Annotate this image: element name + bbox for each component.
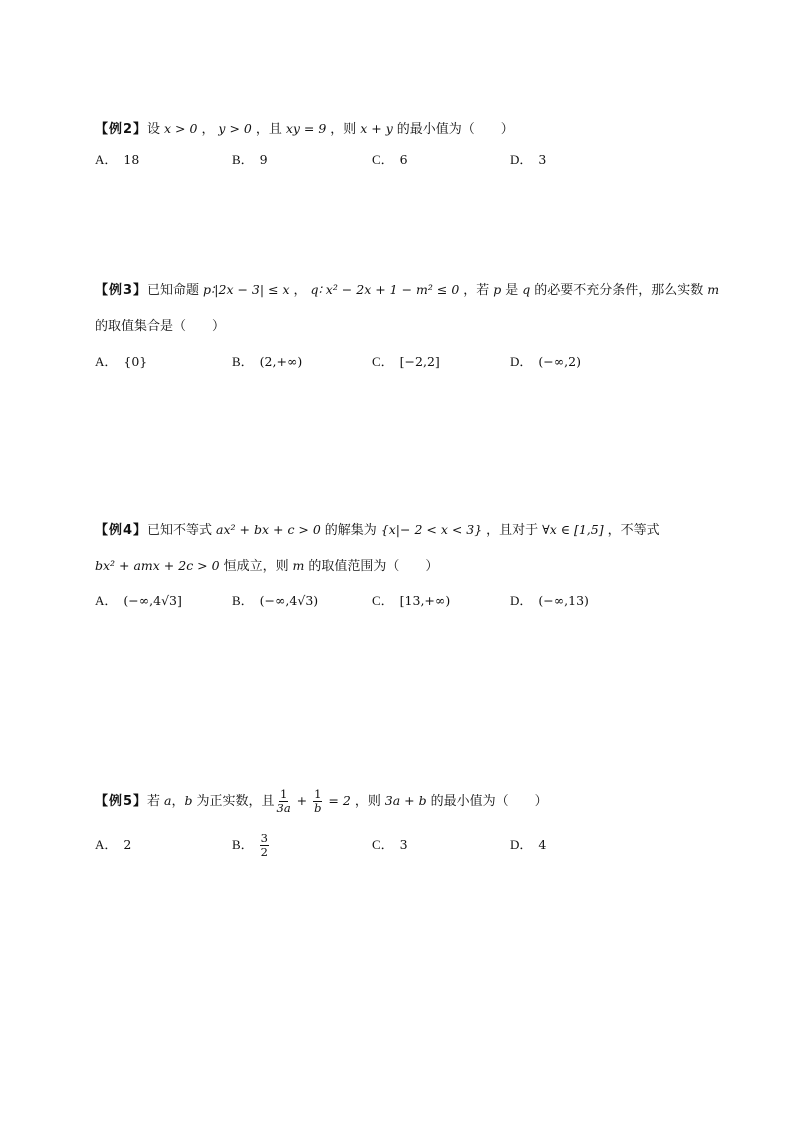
- math-expression: ∀x ∈ [1,5]: [538, 522, 608, 537]
- text-segment: ，且对于: [486, 523, 539, 538]
- math-expression: a: [160, 793, 172, 808]
- math-expression: m: [703, 282, 720, 297]
- option-c[interactable]: C． [13,+∞): [372, 593, 451, 608]
- text-segment: ，不等式: [607, 523, 660, 538]
- text-segment: 的必要不充分条件，那么实数: [534, 283, 704, 298]
- answer-options: [95, 148, 695, 172]
- math-expression: {x|− 2 < x < 3}: [376, 522, 487, 537]
- math-expression: ax² + bx + c > 0: [212, 522, 325, 537]
- math-expression: y > 0: [214, 121, 256, 136]
- text-segment: ，: [293, 283, 307, 298]
- fraction: $\frac{1}{b}$: [314, 787, 322, 815]
- example-tag: 【例5】: [95, 794, 148, 809]
- math-expression: x > 0: [160, 121, 202, 136]
- text-segment: 已知命题: [147, 283, 200, 298]
- option-b[interactable]: B． 9: [232, 152, 268, 167]
- math-expression: q∶ x² − 2x + 1 − m² ≤ 0: [306, 282, 464, 297]
- text-segment: 是: [505, 283, 519, 298]
- option-c[interactable]: C． 3: [372, 837, 408, 852]
- text-segment: ，且: [255, 122, 282, 137]
- example-tag: 【例2】: [95, 122, 148, 137]
- option-d[interactable]: D． 4: [510, 837, 547, 852]
- option-b[interactable]: B． $\frac{3}{2}$: [232, 831, 268, 859]
- question-text: [95, 279, 719, 301]
- option-d[interactable]: D． (−∞,2): [510, 354, 581, 369]
- answer-options: [95, 589, 695, 613]
- text-segment: 为正实数，且: [196, 794, 275, 809]
- text-segment: 的最小值为（ ）: [430, 794, 548, 809]
- option-a[interactable]: A． 18: [95, 152, 140, 167]
- text-segment: ，: [201, 122, 215, 137]
- math-expression: p: [489, 282, 506, 297]
- option-a[interactable]: A． 2: [95, 837, 132, 852]
- option-a[interactable]: A． {0}: [95, 354, 148, 369]
- question-text: [95, 784, 548, 818]
- math-expression: b: [184, 793, 197, 808]
- question-text-continued: [95, 555, 438, 577]
- example-tag: 【例4】: [95, 523, 148, 538]
- question-text: [95, 519, 660, 541]
- math-operator: +: [292, 793, 312, 808]
- math-expression: xy = 9: [281, 121, 331, 136]
- text-segment: 的取值集合是（ ）: [95, 319, 226, 334]
- question-text-continued: [95, 316, 225, 338]
- math-expression: p∶|2x − 3| ≤ x: [199, 282, 294, 297]
- math-expression: m: [288, 558, 309, 573]
- option-b[interactable]: B． (2,+∞): [232, 354, 303, 369]
- option-d[interactable]: D． (−∞,13): [510, 593, 589, 608]
- text-segment: 的最小值为（ ）: [396, 122, 514, 137]
- text-segment: ，则: [330, 122, 357, 137]
- option-c[interactable]: C． 6: [372, 152, 408, 167]
- text-segment: 的解集为: [324, 523, 377, 538]
- text-segment: 已知不等式: [147, 523, 213, 538]
- math-expression: q: [518, 282, 535, 297]
- math-expression: 3a + b: [380, 793, 431, 808]
- math-expression: bx² + amx + 2c > 0: [95, 558, 224, 573]
- option-c[interactable]: C． [−2,2]: [372, 354, 440, 369]
- fraction: $\frac{1}{3a}$: [276, 787, 291, 815]
- math-expression: x + y: [356, 121, 397, 136]
- text-segment: 恒成立，则: [223, 559, 289, 574]
- text-segment: ，则: [354, 794, 381, 809]
- option-b[interactable]: B． (−∞,4√3): [232, 593, 319, 608]
- text-segment: ，若: [463, 283, 490, 298]
- option-d[interactable]: D． 3: [510, 152, 547, 167]
- question-text: [95, 118, 514, 140]
- answer-options: [95, 828, 695, 862]
- math-expression: = 2: [324, 793, 355, 808]
- example-tag: 【例3】: [95, 283, 148, 298]
- answer-options: [95, 350, 695, 374]
- text-segment: 若: [147, 794, 161, 809]
- text-segment: 设: [147, 122, 161, 137]
- fraction: $\frac{3}{2}$: [260, 831, 268, 859]
- text-segment: ，: [171, 794, 185, 809]
- option-a[interactable]: A． (−∞,4√3]: [95, 593, 182, 608]
- text-segment: 的取值范围为（ ）: [308, 559, 439, 574]
